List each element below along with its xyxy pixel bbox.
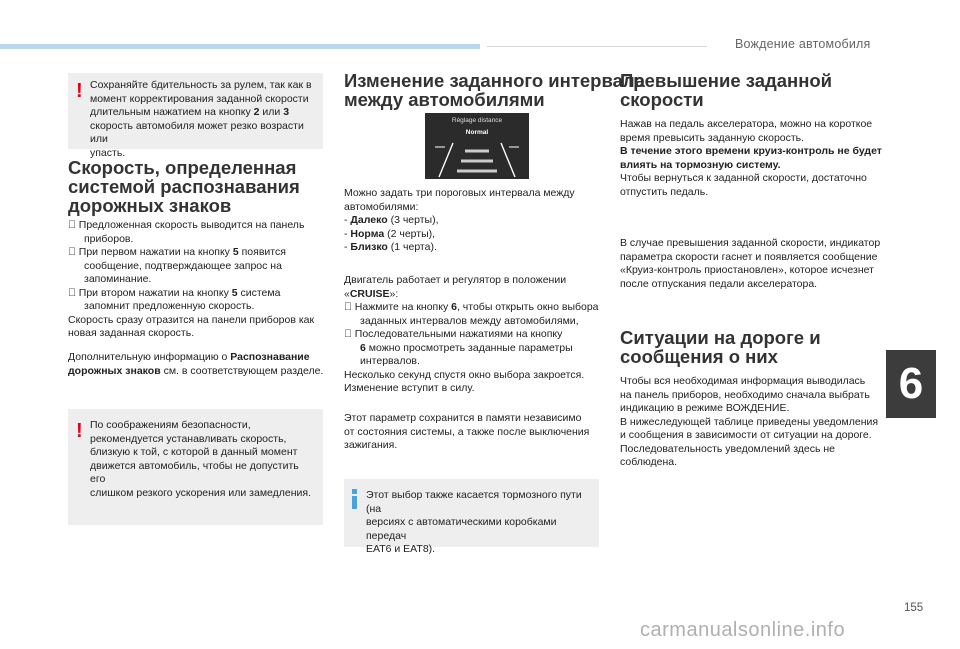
exclamation-icon: ! [76, 80, 83, 102]
text-interval-procedure: Двигатель работает и регулятор в положении «CRUISE»: Нажмите на кнопку 6, чтобы открыть окно выбора заданных интервалов между автомобилями, Последовательными нажатиями на кнопку 6 можно просмотреть заданные параметры интервалов. Несколько секунд спустя окно выбора закроется. Изменение вступит в силу. [344, 274, 588, 394]
distance-setting-figure: Réglage distance Normal [425, 113, 529, 179]
watermark: carmanualsonline.info [640, 619, 846, 641]
text-overspeed: Нажав на педаль акселератора, можно на короткое время превысить заданную скорость. В течение этого времени круиз-контроль не будет влиять на тормозную систему. Чтобы вернуться к заданной скорости, достаточно отпустить педаль. [620, 118, 882, 198]
info-icon [352, 489, 357, 509]
text-recognized-speed: Предложенная скорость выводится на панель приборов. При первом нажатии на кнопку 5 появится сообщение, подтверждающее запрос на запоминание. При втором нажатии на кнопку 5 система запомнит предложенную скорость. Скорость сразу отразится на панели приборов как новая заданная скорость. [68, 219, 315, 339]
text-road-signs-reference: Дополнительную информацию о Распознавание дорожных знаков см. в соответствующем разделе. [68, 351, 324, 377]
header-bar [0, 44, 480, 49]
text-road-situations: Чтобы вся необходимая информация выводилась на панель приборов, необходимо сначала выбрать индикацию в режиме ВОЖДЕНИЕ. В нижеследующей таблице приведены уведомления и сообщения в зависимости от ситуации на дороге. Последовательность уведомлений здесь не соблюдена. [620, 375, 879, 468]
chapter-tab: 6 [886, 350, 936, 418]
exclamation-icon: ! [76, 420, 83, 442]
info-box: Этот выбор также касается тормозного пути (на версиях с автоматическими коробками передач EAT6 и EAT8). [344, 479, 599, 547]
warning-box-2: ! По соображениям безопасности, рекомендуется устанавливать скорость, близкую к той, с которой в данный момент движется автомобиль, чтобы не допустить его слишком резкого ускорения или замедления. [68, 409, 323, 525]
section-heading-overspeed: Превышение заданной скорости [620, 70, 833, 110]
road-lines-icon [425, 113, 529, 179]
warning-box-1: ! Сохраняйте бдительность за рулем, так как в момент корректирования заданной скорости длительным нажатием на кнопку 2 или 3 скорость автомобиля может резко возрасти или упасть. [68, 73, 323, 149]
section-heading-road-situations: Ситуации на дороге и сообщения о них [620, 327, 821, 367]
text-interval-options: Можно задать три пороговых интервала между автомобилями: - Далеко (3 черты), - Норма (2 черты), - Близко (1 черта). [344, 187, 575, 253]
section-heading-interval: Изменение заданного интервала между автомобилями [344, 70, 645, 110]
section-heading-recognized-speed: Скорость, определенная системой распознавания дорожных знаков [68, 157, 300, 216]
page-number: 155 [904, 602, 924, 614]
header-rule [487, 46, 707, 47]
header-title: Вождение автомобиля [735, 37, 871, 51]
text-interval-memory: Этот параметр сохранится в памяти независимо от состояния системы, а также после выключения зажигания. [344, 412, 590, 451]
text-overspeed-indicator: В случае превышения заданной скорости, индикатор параметра скорости гаснет и появляется сообщение «Круиз-контроль приостановлен», которое исчезнет после отпускания педали акселератора. [620, 237, 881, 290]
